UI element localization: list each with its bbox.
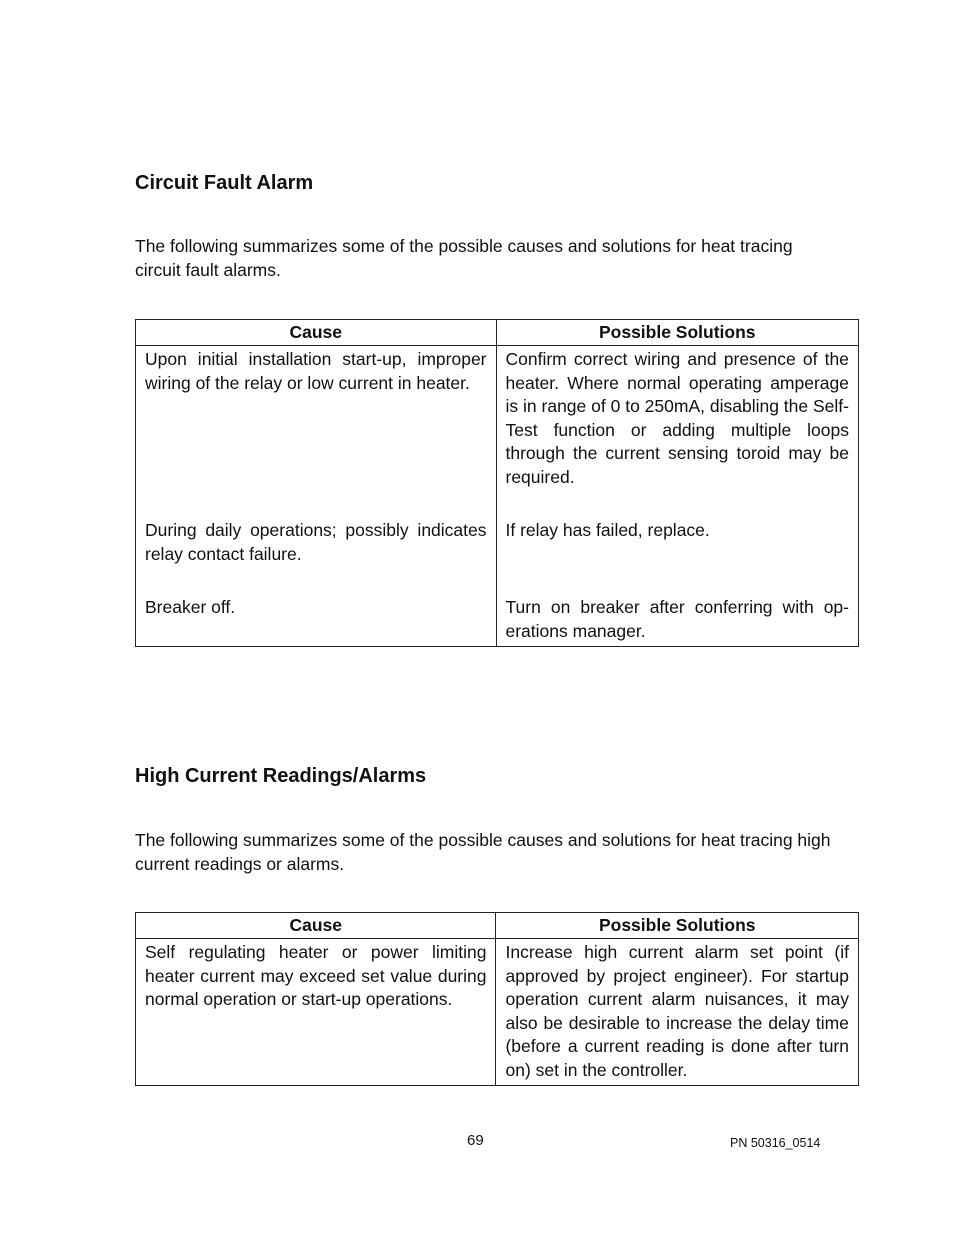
column-header-solutions: Possible Solutions: [496, 913, 859, 939]
cause-cell: Upon initial installation start-up, improper wiring of the relay or low current in heater.: [136, 346, 497, 520]
section-heading-circuit-fault-alarm: Circuit Fault Alarm: [135, 172, 314, 194]
table-row: [136, 519, 859, 596]
solution-cell: Confirm correct wiring and presence of the heater. Where normal operating amperage is in range of 0 to 250mA, disabling the Self-Test function or adding multiple loops through the current sensing toroid may be required.: [496, 346, 859, 520]
solution-cell: Increase high current alarm set point (if approved by project engineer). For startup operation current alarm nuisances, it may also be desirable to increase the delay time (before a current reading is done after turn on) set in the controller.: [496, 939, 859, 1086]
cause-cell: Breaker off.: [136, 596, 497, 647]
intro-paragraph-circuit-fault: The following summarizes some of the possible causes and solutions for heat tracing circuit fault alarms.: [135, 236, 793, 280]
column-header-cause: Cause: [136, 320, 497, 346]
table-header-row: [136, 913, 859, 939]
table-row: [136, 596, 859, 647]
high-current-table: [135, 912, 859, 1086]
column-header-cause: Cause: [136, 913, 496, 939]
section-heading-high-current: High Current Readings/Alarms: [135, 765, 427, 787]
intro-paragraph-high-current: The following summarizes some of the possible causes and solutions for heat tracing high current readings or alarms.: [135, 830, 831, 874]
part-number: PN 50316_0514: [730, 1136, 821, 1150]
table-row: [136, 939, 859, 1086]
solution-cell: If relay has failed, replace.: [496, 519, 859, 596]
cause-cell: Self regulating heater or power limiting heater current may exceed set value during normal operation or start-up operations.: [136, 939, 496, 1086]
cause-cell: During daily operations; possibly indicates relay contact failure.: [136, 519, 497, 596]
table-header-row: [136, 320, 859, 346]
column-header-solutions: Possible Solutions: [496, 320, 859, 346]
solution-cell: Turn on breaker after conferring with operations manager.: [496, 596, 859, 647]
page-number: 69: [467, 1132, 484, 1149]
table-row: [136, 346, 859, 520]
circuit-fault-table: [135, 319, 859, 647]
